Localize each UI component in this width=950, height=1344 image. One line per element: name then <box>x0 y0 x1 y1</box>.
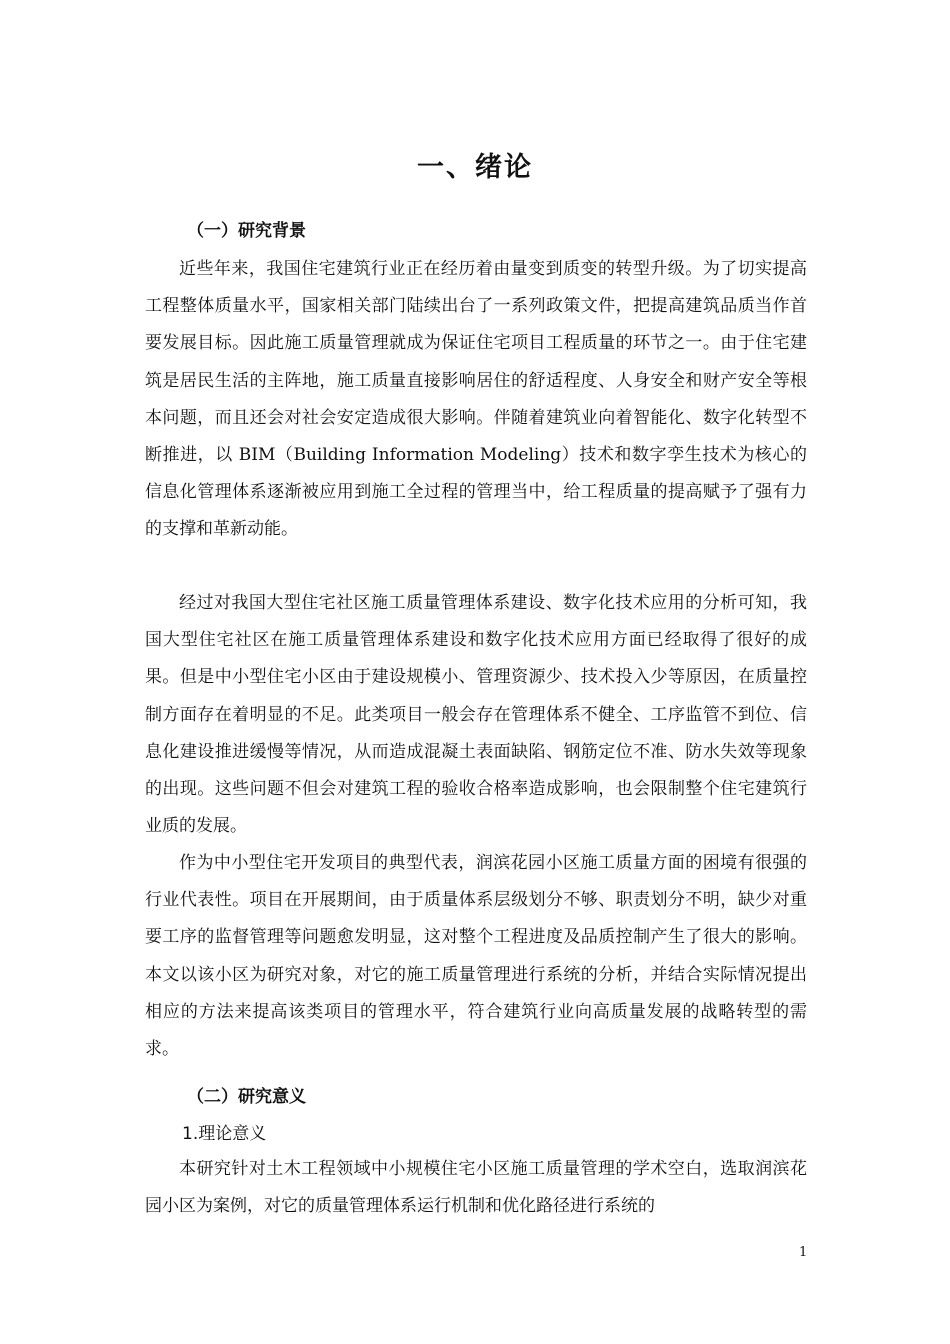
subsection-heading-theoretical: 1.理论意义 <box>182 1124 267 1144</box>
section-heading-background: （一）研究背景 <box>187 221 306 241</box>
paragraph-background-2: 经过对我国大型住宅社区施工质量管理体系建设、数字化技术应用的分析可知，我国大型住宅社区在施工质量管理体系建设和数字化技术应用方面已经取得了很好的成果。但是中小型住宅小区由于建设规模小、管理资源少、技术投入少等原因，在质量控制方面存在着明显的不足。此类项目一般会存在管理体系不健全、工序监管不到位、信息化建设推进缓慢等情况，从而造成混凝土表面缺陷、钢筋定位不准、防水失效等现象的出现。这些问题不但会对建筑工程的验收合格率造成影响，也会限制整个住宅建筑行业质的发展。 <box>145 593 807 837</box>
paragraph-background-3: 作为中小型住宅开发项目的典型代表，润滨花园小区施工质量方面的困境有很强的行业代表性。项目在开展期间，由于质量体系层级划分不够、职责划分不明，缺少对重要工序的监督管理等问题愈发明显，这对整个工程进度及品质控制产生了很大的影响。本文以该小区为研究对象，对它的施工质量管理进行系统的分析，并结合实际情况提出相应的方法来提高该类项目的管理水平，符合建筑行业向高质量发展的战略转型的需求。 <box>145 853 807 1060</box>
paragraph-theoretical-1: 本研究针对土木工程领域中小规模住宅小区施工质量管理的学术空白，选取润滨花园小区为案例，对它的质量管理体系运行机制和优化路径进行系统的 <box>145 1159 807 1217</box>
paragraph-background-1: 近些年来，我国住宅建筑行业正在经历着由量变到质变的转型升级。为了切实提高工程整体质量水平，国家相关部门陆续出台了一系列政策文件，把提高建筑品质当作首要发展目标。因此施工质量管理就成为保证住宅项目工程质量的环节之一。由于住宅建筑是居民生活的主阵地，施工质量直接影响居住的舒适程度、人身安全和财产安全等根本问题，而且还会对社会安定造成很大影响。伴随着建筑业向着智能化、数字化转型不断推进，以 BIM（Building Information Modeling）技术和数字孪生技术为核心的信息化管理体系逐渐被应用到施工全过程的管理当中，给工程质量的提高赋予了强有力的支撑和革新动能。 <box>145 259 807 540</box>
page-number: 1 <box>799 1245 808 1260</box>
chapter-title: 一、绪论 <box>417 152 533 183</box>
section-heading-significance: （二）研究意义 <box>187 1087 306 1107</box>
